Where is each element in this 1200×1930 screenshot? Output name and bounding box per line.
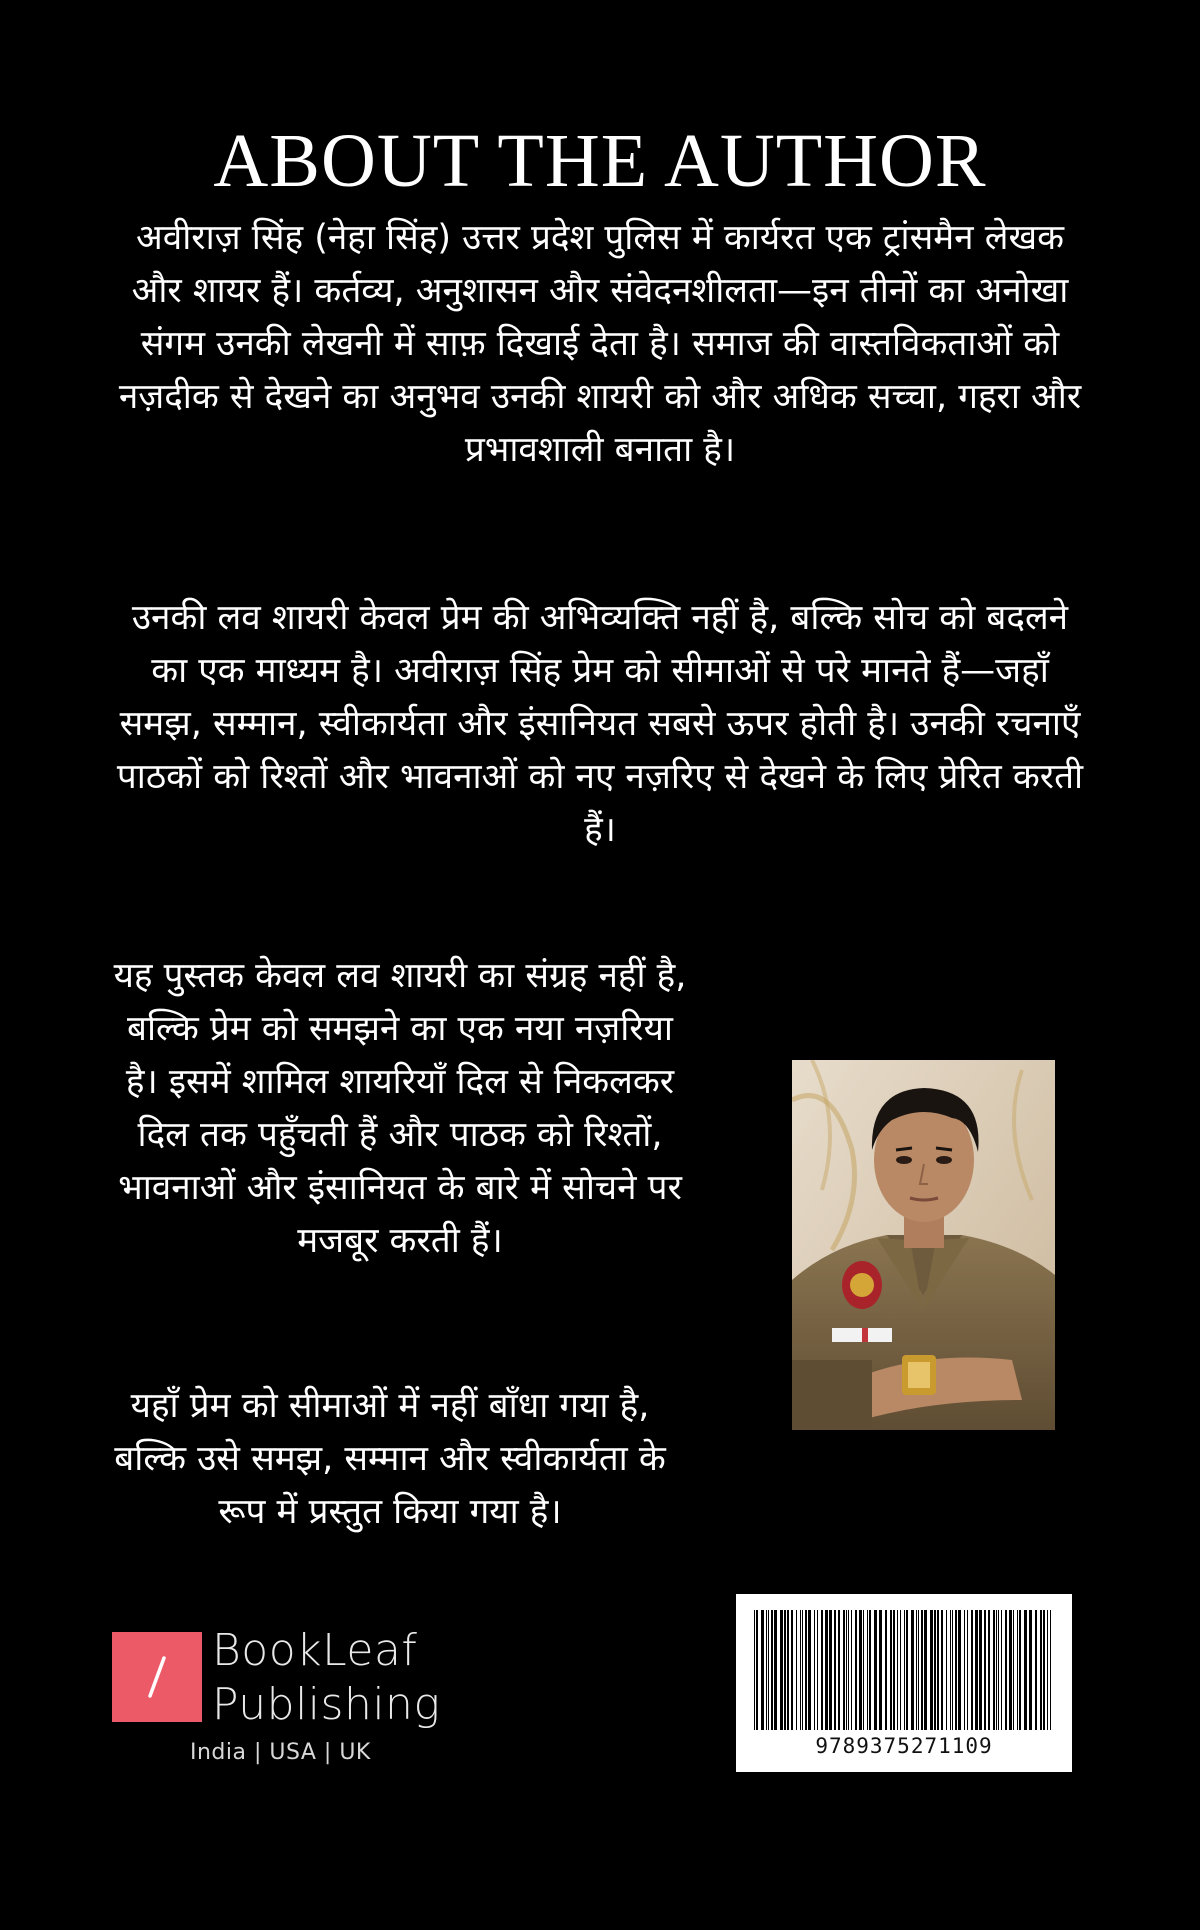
barcode-bar [796,1610,797,1730]
barcode-bar [756,1610,758,1730]
barcode-bar [1019,1610,1021,1730]
barcode-bar [874,1610,877,1730]
barcode-bar [851,1610,852,1730]
book-description-paragraph: यह पुस्तक केवल लव शायरी का संग्रह नहीं है, बल्कि प्रेम को समझने का एक नया नज़रिया है। इसमें शामिल शायरियाँ दिल से निकलकर दिल तक पहुँचती हैं और पाठक को रिश्तों, भावनाओं और इंसानियत के बारे में सोचने पर मजबूर करती हैं। [113,956,687,1261]
barcode-bar [825,1610,828,1730]
barcode-bar [802,1610,803,1730]
publisher-name [212,1624,440,1732]
barcode-bar [787,1610,789,1730]
barcode-bar [906,1610,908,1730]
barcode-bar [964,1610,965,1730]
barcode-bar [975,1610,978,1730]
barcode-bar [900,1610,901,1730]
publisher-logo [112,1632,202,1722]
barcode-bar [791,1610,793,1730]
barcode-bar [993,1610,995,1730]
barcode-bar [1017,1610,1018,1730]
barcode-bar [761,1610,764,1730]
barcode-bar [846,1610,847,1730]
barcode [736,1594,1072,1772]
isbn-number: 9789375271109 [815,1734,993,1758]
barcode-bar [808,1610,811,1730]
barcode-bar [934,1610,936,1730]
barcode-bar [998,1610,999,1730]
barcode-bar [784,1610,786,1730]
barcode-bar [897,1610,898,1730]
barcode-bar [821,1610,823,1730]
barcode-bar [774,1610,777,1730]
page-title: ABOUT THE AUTHOR [213,119,987,203]
barcode-bar [855,1610,857,1730]
book-theme-paragraph: यहाँ प्रेम को सीमाओं में नहीं बाँधा गया है, बल्कि उसे समझ, सम्मान और स्वीकार्यता के रूप में प्रस्तुत किया गया है। [114,1386,666,1532]
barcode-bar [930,1610,933,1730]
barcode-bar [893,1610,895,1730]
barcode-bar [971,1610,973,1730]
barcode-bar [958,1610,961,1730]
barcode-bar [780,1610,783,1730]
barcode-bar [869,1610,871,1730]
barcode-bar [984,1610,986,1730]
barcode-bar [1005,1610,1007,1730]
barcode-bar [834,1610,836,1730]
barcode-bar [918,1610,919,1730]
barcode-bar [838,1610,840,1730]
publisher-name-line2: Publishing [212,1679,441,1730]
barcode-bar [768,1610,769,1730]
barcode-bar [1040,1610,1042,1730]
barcode-bar [1050,1610,1051,1730]
barcode-bar [1024,1610,1027,1730]
barcode-bar [952,1610,953,1730]
barcode-bar [829,1610,832,1730]
barcode-bar [950,1610,951,1730]
barcode-bar [805,1610,807,1730]
author-photo [792,1060,1055,1430]
barcode-bar [967,1610,968,1730]
barcode-bar [863,1610,864,1730]
barcode-bar [843,1610,845,1730]
publisher-name-line1: BookLeaf [212,1625,418,1676]
author-philosophy-paragraph: उनकी लव शायरी केवल प्रेम की अभिव्यक्ति नहीं है, बल्कि सोच को बदलने का एक माध्यम है। अवीराज़ सिंह प्रेम को सीमाओं से परे मानते हैं—जहाँ समझ, सम्मान, स्वीकार्यता और इंसानियत सबसे ऊपर होती है। उनकी रचनाएँ पाठकों को रिश्तों और भावनाओं को नए नज़रिए से देखने के लिए प्रेरित करती हैं। [116,598,1084,850]
barcode-bar [941,1610,943,1730]
barcode-bar [916,1610,917,1730]
publisher-regions: India | USA | UK [190,1740,371,1765]
barcode-bar [946,1610,947,1730]
barcode-bar [1043,1610,1045,1730]
barcode-bar [771,1610,773,1730]
author-bio-paragraph: अवीराज़ सिंह (नेहा सिंह) उत्तर प्रदेश पुलिस में कार्यरत एक ट्रांसमैन लेखक और शायर हैं। कर्तव्य, अनुशासन और संवेदनशीलता—इन तीनों का अनोखा संगम उनकी लेखनी में साफ़ दिखाई देता है। समाज की वास्तविकताओं को नज़दीक से देखने का अनुभव उनकी शायरी को और अधिक सच्चा, गहरा और प्रभावशाली बनाता है। [118,218,1082,470]
barcode-bar [1001,1610,1002,1730]
barcode-bar [800,1610,801,1730]
barcode-bar [817,1610,818,1730]
barcode-bar [921,1610,923,1730]
barcode-bar [1047,1610,1048,1730]
barcode-bar [979,1610,982,1730]
barcode-bar [814,1610,815,1730]
barcode-bar [955,1610,957,1730]
barcode-bar [766,1610,767,1730]
barcode-bar [924,1610,927,1730]
barcode-bar [754,1610,755,1730]
barcode-bar [988,1610,990,1730]
slash-icon [112,1632,202,1722]
barcode-bar [911,1610,914,1730]
barcode-bar [859,1610,862,1730]
barcode-bar [879,1610,882,1730]
barcode-bars [754,1610,1054,1730]
barcode-bar [1029,1610,1032,1730]
barcode-bar [1013,1610,1014,1730]
barcode-bar [848,1610,849,1730]
barcode-bar [867,1610,868,1730]
barcode-bar [904,1610,905,1730]
barcode-bar [890,1610,892,1730]
barcode-bar [885,1610,887,1730]
barcode-bar [996,1610,997,1730]
barcode-bar [1009,1610,1012,1730]
barcode-bar [937,1610,939,1730]
barcode-bar [1035,1610,1037,1730]
